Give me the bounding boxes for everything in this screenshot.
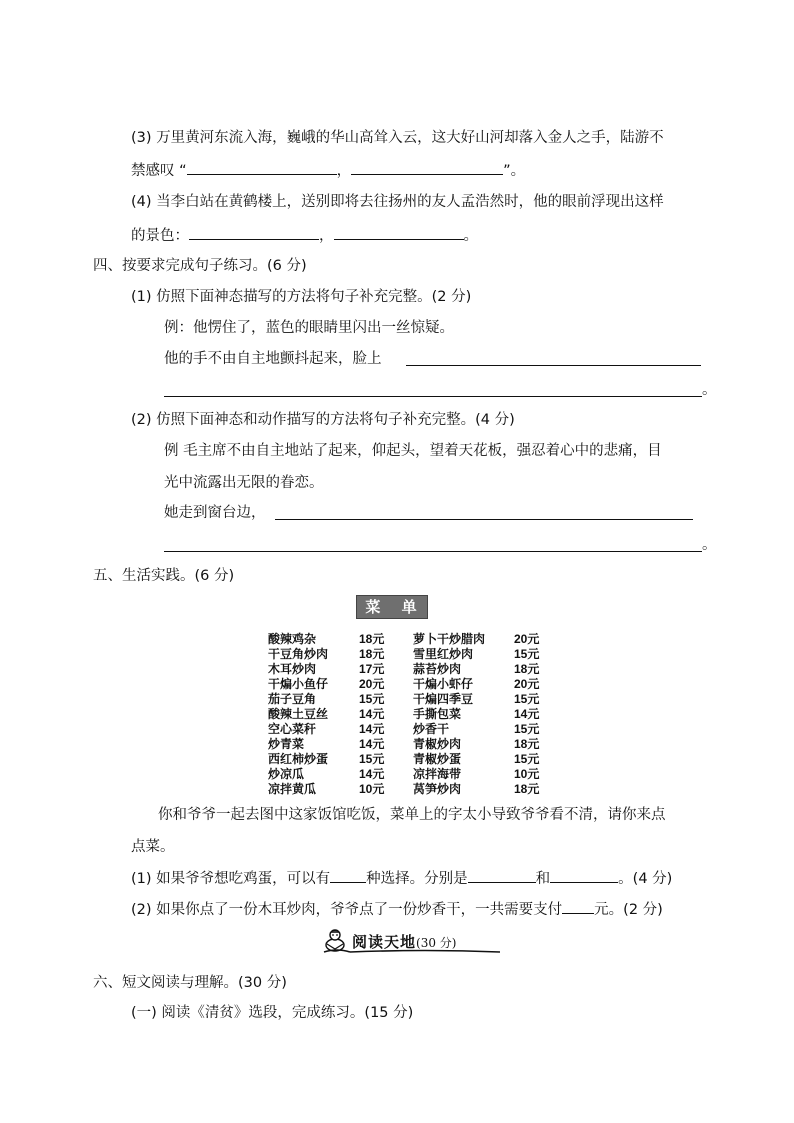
menu-row (268, 722, 558, 737)
reading-banner (322, 928, 502, 954)
s5-q2 (131, 899, 663, 920)
s4-q2-example-line2: 光中流露出无限的眷恋。 (164, 475, 324, 491)
banner-score: (30 分) (416, 936, 457, 950)
menu-title: 菜 单 (356, 595, 428, 619)
q4-line1: (4) 当李白站在黄鹤楼上，送别即将去往扬州的友人孟浩然时，他的眼前浮现出这样 (131, 194, 664, 210)
q3-line2 (131, 160, 525, 181)
menu-dish: 干煸小虾仔 (413, 677, 474, 691)
menu-dish: 雪里红炒肉 (413, 647, 474, 661)
s5-intro-line2: 点菜。 (131, 839, 175, 855)
s6-sub1: (一) 阅读《清贫》选段，完成练习。(15 分) (131, 1005, 414, 1021)
menu-table (268, 632, 558, 797)
q3-prefix: 禁感叹 “ (131, 163, 187, 179)
banner-underline (350, 949, 500, 955)
menu-price: 10元 (359, 782, 385, 796)
q3-blank-2[interactable] (351, 160, 503, 175)
s5-q2-blank-total[interactable] (562, 899, 594, 914)
menu-row (268, 647, 558, 662)
s5-q1 (131, 868, 672, 889)
s4-q2-title: (2) 仿照下面神态和动作描写的方法将句子补充完整。(4 分) (131, 412, 515, 428)
s5-q2-part-b: 元。(2 分) (594, 902, 663, 918)
s4-q2-end: 。 (702, 537, 717, 553)
menu-price: 18元 (514, 782, 540, 796)
menu-price: 15元 (359, 752, 385, 766)
s5-q1-part-c: 和 (535, 871, 551, 887)
menu-price: 14元 (359, 767, 385, 781)
menu-price: 17元 (359, 662, 385, 676)
q3-line1: (3) 万里黄河东流入海，巍峨的华山高耸入云，这大好山河却落入金人之手，陆游不 (131, 130, 664, 146)
menu-row (268, 677, 558, 692)
section6-heading: 六、短文阅读与理解。(30 分) (93, 975, 287, 991)
menu-price: 20元 (514, 632, 540, 646)
s5-q1-part-b: 种选择。分别是 (366, 871, 468, 887)
menu-row (268, 662, 558, 677)
q4-prefix: 的景色： (131, 228, 189, 244)
s4-q1-example: 例：他愣住了，蓝色的眼睛里闪出一丝惊疑。 (164, 320, 454, 336)
q3-sep: ， (336, 163, 352, 179)
s5-q1-part-d: 。(4 分) (618, 871, 673, 887)
menu-row (268, 752, 558, 767)
menu-dish: 莴笋炒肉 (413, 782, 462, 796)
section5-heading: 五、生活实践。(6 分) (93, 568, 235, 584)
s5-q2-part-a: (2) 如果你点了一份木耳炒肉，爷爷点了一份炒香干，一共需要支付 (131, 902, 563, 918)
menu-row (268, 767, 558, 782)
s5-q1-blank-count[interactable] (330, 868, 366, 883)
menu-row (268, 632, 558, 647)
s5-intro-line1: 你和爷爷一起去图中这家饭馆吃饭，菜单上的字太小导致爷爷看不清，请你来点 (158, 807, 666, 823)
menu-price: 18元 (514, 737, 540, 751)
menu-dish: 茄子豆角 (268, 692, 317, 706)
reader-mascot-icon (322, 928, 352, 954)
q4-blank-1[interactable] (189, 225, 319, 240)
menu-row (268, 737, 558, 752)
menu-price: 14元 (514, 707, 540, 721)
menu-dish: 手撕包菜 (413, 707, 462, 721)
menu-price: 18元 (359, 632, 385, 646)
menu-price: 14元 (359, 707, 385, 721)
s4-q2-prompt: 她走到窗台边， (164, 505, 266, 521)
menu-dish: 酸辣鸡杂 (268, 632, 317, 646)
s4-q1-title: (1) 仿照下面神态描写的方法将句子补充完整。(2 分) (131, 289, 472, 305)
s4-q1-end: 。 (702, 382, 717, 398)
s5-q1-blank-dish-1[interactable] (468, 868, 536, 883)
menu-dish: 干豆角炒肉 (268, 647, 329, 661)
q4-suffix: 。 (463, 228, 478, 244)
banner-title: 阅读天地 (352, 933, 417, 951)
s4-q2-answer-line-2[interactable] (164, 551, 702, 552)
menu-dish: 凉拌海带 (413, 767, 462, 781)
menu-price: 15元 (359, 692, 385, 706)
menu-dish: 西红柿炒蛋 (268, 752, 329, 766)
s4-q1-prompt: 他的手不由自主地颤抖起来，脸上 (164, 351, 382, 367)
q3-blank-1[interactable] (187, 160, 337, 175)
s4-q1-answer-line-2[interactable] (164, 396, 702, 397)
menu-dish: 干煸四季豆 (413, 692, 474, 706)
menu-price: 15元 (514, 752, 540, 766)
menu-dish: 炒凉瓜 (268, 767, 305, 781)
menu-price: 20元 (359, 677, 385, 691)
menu-dish: 空心菜秆 (268, 722, 317, 736)
menu-dish: 凉拌黄瓜 (268, 782, 317, 796)
menu-price: 10元 (514, 767, 540, 781)
menu-price: 18元 (359, 647, 385, 661)
menu-dish: 木耳炒肉 (268, 662, 317, 676)
menu-row (268, 692, 558, 707)
menu-price: 14元 (359, 722, 385, 736)
q4-line2 (131, 225, 478, 246)
menu-price: 15元 (514, 722, 540, 736)
s4-q1-answer-line-1[interactable] (406, 365, 701, 366)
menu-dish: 炒青菜 (268, 737, 305, 751)
section4-heading: 四、按要求完成句子练习。(6 分) (93, 258, 307, 274)
menu-dish: 萝卜干炒腊肉 (413, 632, 486, 646)
menu-dish: 青椒炒蛋 (413, 752, 462, 766)
menu-row (268, 707, 558, 722)
menu-dish: 蒜苔炒肉 (413, 662, 462, 676)
menu-dish: 干煸小鱼仔 (268, 677, 329, 691)
q4-sep: ， (319, 228, 334, 244)
menu-dish: 青椒炒肉 (413, 737, 462, 751)
q3-suffix: ”。 (503, 163, 526, 179)
s4-q2-example-line1: 例 毛主席不由自主地站了起来，仰起头，望着天花板，强忍着心中的悲痛，目 (164, 443, 662, 459)
menu-dish: 酸辣土豆丝 (268, 707, 329, 721)
menu-price: 18元 (514, 662, 540, 676)
menu-dish: 炒香干 (413, 722, 450, 736)
s4-q2-answer-line-1[interactable] (275, 519, 693, 520)
menu-price: 15元 (514, 647, 540, 661)
menu-price: 14元 (359, 737, 385, 751)
s5-q1-blank-dish-2[interactable] (550, 868, 618, 883)
s5-q1-part-a: (1) 如果爷爷想吃鸡蛋，可以有 (131, 871, 331, 887)
menu-price: 15元 (514, 692, 540, 706)
menu-row (268, 782, 558, 797)
menu-price: 20元 (514, 677, 540, 691)
q4-blank-2[interactable] (334, 225, 464, 240)
